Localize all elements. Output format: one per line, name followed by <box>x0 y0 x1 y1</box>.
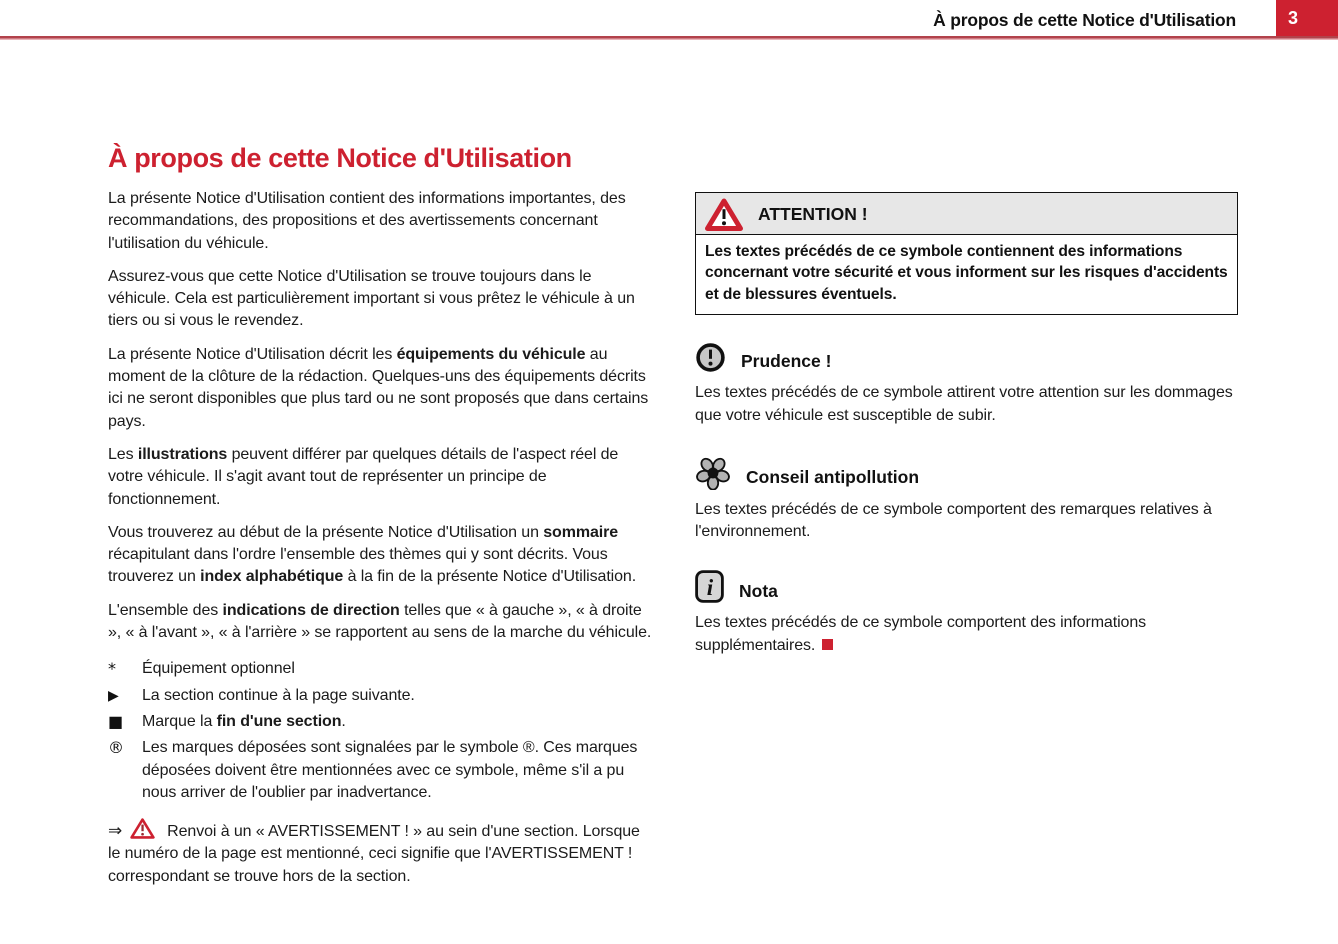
conseil-header <box>695 454 1238 490</box>
attention-box-header <box>696 193 1237 235</box>
conseil-antipollution-note <box>695 454 1238 544</box>
info-icon <box>695 570 724 603</box>
end-square-icon: ■ <box>108 711 124 731</box>
conseil-title: Conseil antipollution <box>746 467 920 488</box>
paragraph-keep-in-vehicle: Assurez-vous que cette Notice d'Utilisation se trouve toujours dans le véhicule. Cela est particulièrement important si vous prêtez le véhicule à un tiers ou si vous le revendez. <box>108 267 635 330</box>
prudence-header <box>695 342 1238 373</box>
continue-triangle-icon: ▶ <box>108 687 119 704</box>
symbol-legend <box>108 658 654 804</box>
warning-triangle-icon <box>704 197 744 233</box>
asterisk-symbol: * <box>108 659 116 679</box>
legend-item-end-section <box>108 711 654 733</box>
page-number: 3 <box>1288 8 1299 28</box>
nota-note <box>695 570 1238 657</box>
running-header-title: À propos de cette Notice d'Utilisation <box>933 10 1236 30</box>
legend-text: Équipement optionnel <box>142 660 295 678</box>
end-of-section-marker <box>822 639 833 650</box>
section-heading: À propos de cette Notice d'Utilisation <box>108 143 572 173</box>
paragraph-equipment: La présente Notice d'Utilisation décrit les équipements du véhicule au moment de la clôture de la rédaction. Quelques-uns des équipements décrits ici ne seront disponibles que plus tard ou ne sont proposés que dans certains pays. <box>108 345 649 430</box>
prudence-note <box>695 342 1238 427</box>
legend-item-trademark <box>108 737 654 804</box>
conseil-body: Les textes précédés de ce symbole comportent des remarques relatives à l'environnement. <box>695 500 1212 541</box>
reference-note <box>108 817 654 888</box>
legend-text: Les marques déposées sont signalées par le symbole ®. Ces marques déposées doivent être mentionnées avec ce symbole, même s'il a pu nous arriver de l'oublier par inadvertance. <box>142 739 638 801</box>
nota-title: Nota <box>739 580 778 601</box>
nota-body-text: Les textes précédés de ce symbole comportent des informations supplémentaires. <box>695 614 1147 654</box>
paragraph-directions: L'ensemble des indications de direction telles que « à gauche », « à droite », « à l'avant », « à l'arrière » se rapportent au sens de la marche du véhicule. <box>108 601 652 642</box>
attention-box <box>695 192 1238 315</box>
warning-triangle-small-icon <box>129 817 156 840</box>
header-rule <box>0 36 1338 40</box>
legend-text: La section continue à la page suivante. <box>142 686 415 704</box>
legend-item-optional <box>108 658 654 680</box>
legend-item-continues <box>108 685 654 707</box>
attention-title: ATTENTION ! <box>758 204 868 224</box>
flower-icon <box>695 454 731 490</box>
nota-body <box>695 612 1238 657</box>
page-number-badge <box>1276 0 1338 36</box>
svg-text:i: i <box>706 575 714 601</box>
reference-note-text: Renvoi à un « AVERTISSEMENT ! » au sein d'une section. Lorsque le numéro de la page est mentionné, ceci signifie que l'AVERTISSEMENT ! correspondant se trouve hors de la section. <box>108 823 640 885</box>
registered-trademark-symbol: ® <box>108 738 124 758</box>
paragraph-intro: La présente Notice d'Utilisation contient des informations importantes, des recommandations, des propositions et des avertissements concernant l'utilisation du véhicule. <box>108 190 626 252</box>
notes-column <box>695 192 1238 657</box>
nota-header <box>695 570 1238 603</box>
exclamation-circle-icon <box>695 342 726 373</box>
paragraph-sommaire-index: Vous trouverez au début de la présente Notice d'Utilisation un sommaire récapitulant dans l'ordre l'ensemble des thèmes qui y sont décrits. Vous trouverez un index alphabétique à la fin de la présente Notice d'Utilisation. <box>108 523 637 586</box>
paragraph-illustrations: Les illustrations peuvent différer par quelques détails de l'aspect réel de votre véhicule. Il s'agit avant tout de représenter un principe de fonctionnement. <box>108 445 619 508</box>
prudence-body: Les textes précédés de ce symbole attirent votre attention sur les dommages que votre véhicule est susceptible de subir. <box>695 384 1233 424</box>
prudence-title: Prudence ! <box>741 350 832 371</box>
implies-arrow-icon: ⇒ <box>108 821 123 842</box>
legend-text: Marque la fin d'une section. <box>142 712 346 730</box>
main-column <box>108 142 654 904</box>
attention-body: Les textes précédés de ce symbole contiennent des informations concernant votre sécurité et vous informent sur les risques d'accidents et de blessures éventuels. <box>705 243 1228 303</box>
